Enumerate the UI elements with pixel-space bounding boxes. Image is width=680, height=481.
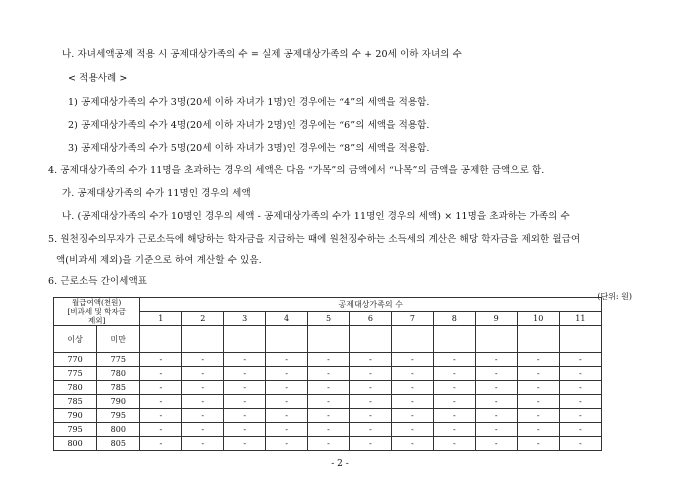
range-from-cell: 795 [54, 423, 97, 437]
family-count-cell: 6 [349, 312, 391, 326]
tax-amount-cell: - [140, 353, 182, 367]
tax-amount-cell: - [391, 395, 433, 409]
subheader-blank [559, 326, 601, 353]
tax-amount-cell: - [475, 367, 517, 381]
tax-amount-cell: - [517, 423, 559, 437]
tax-amount-cell: - [559, 409, 601, 423]
tax-amount-cell: - [349, 395, 391, 409]
tax-amount-cell: - [266, 381, 308, 395]
salary-header-line-1: 월급여액(천원) [72, 298, 122, 307]
tax-amount-cell: - [224, 381, 266, 395]
range-subheader-row [54, 326, 602, 353]
tax-amount-cell: - [182, 409, 224, 423]
tax-table-body [54, 353, 602, 451]
example-header: < 적용사례 > [68, 73, 128, 84]
tax-amount-cell: - [475, 395, 517, 409]
table-row [54, 395, 602, 409]
range-from-cell: 780 [54, 381, 97, 395]
subheader-blank [391, 326, 433, 353]
example-1: 1) 공제대상가족의 수가 3명(20세 이하 자녀가 1명)인 경우에는 “4”의 세액을 적용함. [68, 97, 430, 108]
tax-amount-cell: - [475, 437, 517, 451]
family-count-cell: 7 [391, 312, 433, 326]
range-to-cell: 785 [97, 381, 140, 395]
tax-amount-cell: - [308, 409, 350, 423]
subheader-blank [140, 326, 182, 353]
tax-amount-cell: - [308, 423, 350, 437]
table-row [54, 353, 602, 367]
tax-amount-cell: - [224, 409, 266, 423]
tax-amount-cell: - [391, 353, 433, 367]
tax-amount-cell: - [517, 437, 559, 451]
tax-amount-cell: - [182, 423, 224, 437]
subheader-blank [224, 326, 266, 353]
family-count-header: 공제대상가족의 수 [140, 298, 602, 312]
tax-amount-cell: - [391, 381, 433, 395]
tax-amount-cell: - [517, 353, 559, 367]
tax-amount-cell: - [349, 367, 391, 381]
range-to-cell: 780 [97, 367, 140, 381]
subheader-blank [182, 326, 224, 353]
tax-amount-cell: - [308, 381, 350, 395]
tax-amount-cell: - [433, 409, 475, 423]
family-count-cell: 3 [224, 312, 266, 326]
tax-amount-cell: - [517, 367, 559, 381]
tax-amount-cell: - [433, 395, 475, 409]
range-from-cell: 770 [54, 353, 97, 367]
family-count-cell: 11 [559, 312, 601, 326]
item-6-title: 6. 근로소득 간이세액표 [48, 276, 147, 287]
tax-amount-cell: - [559, 367, 601, 381]
tax-amount-cell: - [266, 367, 308, 381]
tax-amount-cell: - [391, 409, 433, 423]
tax-amount-cell: - [266, 395, 308, 409]
tax-amount-cell: - [224, 423, 266, 437]
range-to-cell: 795 [97, 409, 140, 423]
tax-amount-cell: - [475, 409, 517, 423]
salary-header-line-3: 제외] [87, 316, 106, 325]
tax-amount-cell: - [308, 353, 350, 367]
tax-amount-cell: - [391, 423, 433, 437]
salary-range-header [54, 298, 140, 326]
tax-amount-cell: - [349, 423, 391, 437]
tax-amount-cell: - [266, 409, 308, 423]
nota-paragraph: 나. 자녀세액공제 적용 시 공제대상가족의 수 = 실제 공제대상가족의 수 + 20세 이하 자녀의 수 [62, 49, 462, 60]
tax-amount-cell: - [140, 437, 182, 451]
tax-amount-cell: - [559, 423, 601, 437]
tax-amount-cell: - [475, 353, 517, 367]
family-count-cell: 5 [308, 312, 350, 326]
tax-amount-cell: - [308, 437, 350, 451]
item-4: 4. 공제대상가족의 수가 11명을 초과하는 경우의 세액은 다음 “가목”의 금액에서 “나목”의 금액을 공제한 금액으로 함. [48, 165, 545, 176]
tax-amount-cell: - [140, 409, 182, 423]
family-count-cell: 2 [182, 312, 224, 326]
tax-amount-cell: - [182, 353, 224, 367]
range-from-cell: 800 [54, 437, 97, 451]
tax-amount-cell: - [559, 395, 601, 409]
example-3: 3) 공제대상가족의 수가 5명(20세 이하 자녀가 3명)인 경우에는 “8”의 세액을 적용함. [68, 143, 430, 154]
tax-amount-cell: - [433, 367, 475, 381]
table-row [54, 409, 602, 423]
subheader-blank [475, 326, 517, 353]
range-to-cell: 800 [97, 423, 140, 437]
family-count-cell: 1 [140, 312, 182, 326]
range-to-cell: 790 [97, 395, 140, 409]
tax-amount-cell: - [266, 353, 308, 367]
tax-amount-cell: - [517, 395, 559, 409]
tax-amount-cell: - [433, 381, 475, 395]
tax-amount-cell: - [391, 367, 433, 381]
salary-header-line-2: [비과세 및 학자금 [67, 307, 126, 316]
tax-amount-cell: - [182, 437, 224, 451]
tax-amount-cell: - [182, 367, 224, 381]
tax-amount-cell: - [224, 353, 266, 367]
subheader-blank [266, 326, 308, 353]
table-row [54, 423, 602, 437]
tax-amount-cell: - [349, 353, 391, 367]
item-5-line1: 5. 원천징수의무자가 근로소득에 해당하는 학자금을 지급하는 때에 원천징수하는 소득세의 계산은 해당 학자금을 제외한 월급여 [48, 234, 581, 245]
subheader-to: 미만 [97, 326, 140, 353]
tax-amount-cell: - [140, 423, 182, 437]
family-count-cell: 4 [266, 312, 308, 326]
tax-amount-cell: - [182, 395, 224, 409]
tax-amount-cell: - [182, 381, 224, 395]
tax-amount-cell: - [349, 409, 391, 423]
tax-amount-cell: - [559, 437, 601, 451]
table-row [54, 381, 602, 395]
item-4-na: 나. (공제대상가족의 수가 10명인 경우의 세액 - 공제대상가족의 수가 11명인 경우의 세액) × 11명을 초과하는 가족의 수 [62, 211, 570, 222]
subheader-blank [308, 326, 350, 353]
item-5-line2: 액(비과세 제외)을 기준으로 하여 계산할 수 있음. [56, 255, 262, 266]
tax-amount-cell: - [517, 409, 559, 423]
tax-amount-cell: - [475, 423, 517, 437]
family-count-cell: 8 [433, 312, 475, 326]
table-unit-label: (단위: 원) [597, 292, 632, 301]
subheader-blank [517, 326, 559, 353]
tax-amount-cell: - [266, 423, 308, 437]
tax-amount-cell: - [433, 437, 475, 451]
tax-amount-cell: - [140, 381, 182, 395]
range-from-cell: 790 [54, 409, 97, 423]
tax-amount-cell: - [308, 395, 350, 409]
tax-amount-cell: - [391, 437, 433, 451]
tax-amount-cell: - [140, 395, 182, 409]
table-row [54, 367, 602, 381]
tax-amount-cell: - [140, 367, 182, 381]
subheader-blank [349, 326, 391, 353]
tax-amount-cell: - [517, 381, 559, 395]
family-count-cell: 9 [475, 312, 517, 326]
family-count-cell: 10 [517, 312, 559, 326]
tax-amount-cell: - [224, 395, 266, 409]
simplified-tax-table [53, 297, 602, 451]
range-from-cell: 775 [54, 367, 97, 381]
example-2: 2) 공제대상가족의 수가 4명(20세 이하 자녀가 2명)인 경우에는 “6”의 세액을 적용함. [68, 120, 430, 131]
tax-amount-cell: - [224, 437, 266, 451]
tax-amount-cell: - [349, 381, 391, 395]
tax-amount-cell: - [433, 353, 475, 367]
range-to-cell: 775 [97, 353, 140, 367]
table-row [54, 437, 602, 451]
item-4-ga: 가. 공제대상가족의 수가 11명인 경우의 세액 [62, 188, 251, 199]
range-to-cell: 805 [97, 437, 140, 451]
tax-amount-cell: - [266, 437, 308, 451]
tax-amount-cell: - [559, 381, 601, 395]
subheader-from: 이상 [54, 326, 97, 353]
tax-amount-cell: - [433, 423, 475, 437]
tax-amount-cell: - [308, 367, 350, 381]
tax-amount-cell: - [559, 353, 601, 367]
tax-amount-cell: - [349, 437, 391, 451]
page-number: - 2 - [331, 459, 349, 469]
subheader-blank [433, 326, 475, 353]
range-from-cell: 785 [54, 395, 97, 409]
tax-amount-cell: - [224, 367, 266, 381]
tax-amount-cell: - [475, 381, 517, 395]
